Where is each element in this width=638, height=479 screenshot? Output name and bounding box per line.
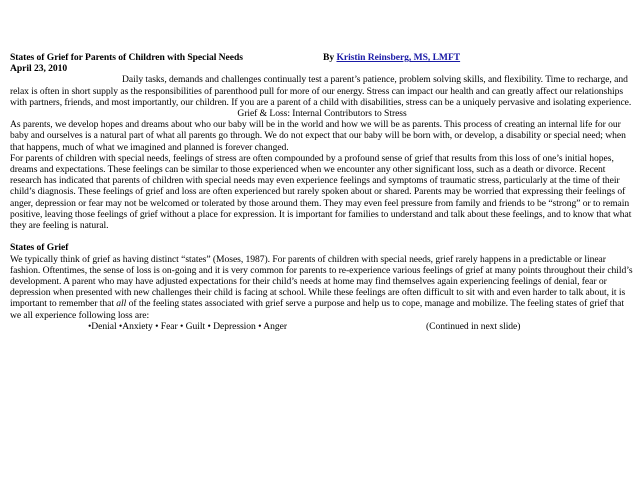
grief-states-list: •Denial •Anxiety • Fear • Guilt • Depression • Anger [88,320,287,332]
emphasis-all: all [116,298,127,310]
document-title: States of Grief for Parents of Children with Special Needs [10,52,243,63]
document-header [10,52,634,63]
states-text-before: We typically think of grief as having distinct “states” (Moses, 1987). For parents of children with special needs, grief rarely happens in a predictable or linear fashion. Oftentimes, the sense of loss is on-going and it is very common for parents to re-experience various feelings of grief at many points throughout their child’s development. A parent who may have adjusted expectations for their child’s needs at home may find themselves again experiencing feelings of denial, fear or depression when presented with new challenges their child is facing at school. While these feelings are often difficult to sit with and even harder to talk about, it is important to remember that [10,253,633,310]
section-heading-grief-loss: Grief & Loss: Internal Contributors to Stress [237,108,407,119]
by-label: By [323,52,335,63]
states-paragraph [10,254,634,321]
paragraph-spacer [10,231,634,242]
continued-note: (Continued in next slide) [426,320,521,332]
section-heading-states-of-grief: States of Grief [10,242,69,254]
intro-paragraph: Daily tasks, demands and challenges continually test a parent’s patience, problem solving skills, and flexibility. Time to recharge, and relax is often in short supply as the responsibilities of parenthood pull for more of our energy. Stress can impact our health and can greatly affect our relationships with partners, friends, and most importantly, our children. If you are a parent of a child with disabilities, stress can be a uniquely pervasive and isolating experience. [10,74,632,108]
grief-states-row [10,321,634,332]
grief-paragraph-1: As parents, we develop hopes and dreams about who our baby will be in the world and how we will be as parents. This process of creating an internal life for our baby and ourselves is a natural part of what all parents go through. We do not expect that our baby will be born with, or develop, a disability or special need; when that happens, much of what we imagined and planned is forever changed. [10,119,626,153]
grief-paragraph-2: For parents of children with special needs, feelings of stress are often compounded by a profound sense of grief that results from this loss of one’s initial hopes, dreams and expectations. These feelings can be similar to those experienced when we encounter any other significant loss, such as a death or divorce. Recent research has indicated that parents of children with special needs may even experience feelings and symptoms of traumatic stress, particularly at the time of their child’s diagnosis. These feelings of grief and loss are often experienced but rarely spoken about or shared. Parents may be worried that expressing their feelings of anger, depression or fear may not be welcomed or tolerated by those around them. They may even feel pressure from family and friends to be “strong” or to remain positive, leaving those feelings of grief without a place for expression. It is important for families to understand and talk about these feelings, and to know that what they are feeling is natural. [10,152,632,232]
author-link[interactable]: Kristin Reinsberg, MS, LMFT [336,52,461,63]
document-date: April 23, 2010 [10,63,68,75]
states-text-after: of the feeling states associated with grief serve a purpose and help us to cope, manage and mobilize. The feeling states of grief that we all experience following loss are: [10,298,624,321]
document-page [10,52,634,332]
byline [323,52,460,63]
